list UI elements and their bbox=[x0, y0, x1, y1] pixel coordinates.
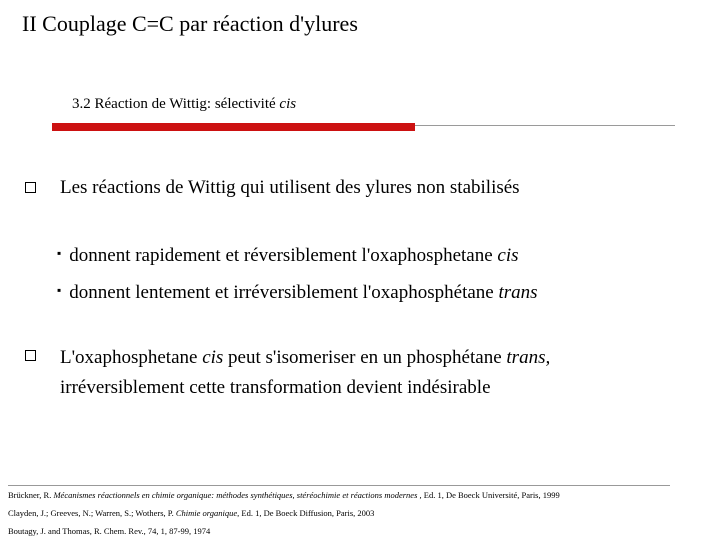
point-1: Les réactions de Wittig qui utilisent des ylures non stabilisés bbox=[60, 177, 520, 198]
subtitle-text: 3.2 Réaction de Wittig: sélectivité bbox=[72, 96, 280, 112]
accent-bar bbox=[52, 123, 415, 131]
checkbox-icon bbox=[25, 350, 36, 361]
reference-2-authors: Clayden, J.; Greeves, N.; Warren, S.; Wothers, P. bbox=[8, 508, 176, 518]
point-2-line-2: irréversiblement cette transformation devient indésirable bbox=[60, 377, 491, 398]
point-2-line-1 bbox=[60, 345, 550, 371]
sub-bullet-1-text: donnent rapidement et réversiblement l'oxaphosphetane bbox=[69, 245, 498, 266]
checkbox-icon bbox=[25, 182, 36, 193]
reference-2 bbox=[8, 507, 374, 519]
point-2-text-b: peut s'isomeriser en un phosphétane bbox=[223, 347, 507, 368]
sub-bullet-2-text: donnent lentement et irréversiblement l'oxaphosphétane bbox=[69, 282, 499, 303]
sub-bullet-2-italic: trans bbox=[498, 282, 538, 303]
section-subtitle bbox=[72, 94, 296, 114]
reference-1 bbox=[8, 489, 560, 501]
square-bullet-icon: ▪ bbox=[57, 283, 62, 297]
reference-1-authors: Brückner, R. bbox=[8, 490, 54, 500]
slide-title: II Couplage C=C par réaction d'ylures bbox=[22, 11, 358, 36]
sub-bullet-1 bbox=[57, 243, 519, 270]
sub-bullet-1-italic: cis bbox=[497, 245, 519, 266]
point-2-italic-b: trans, bbox=[506, 347, 551, 368]
subtitle-italic: cis bbox=[279, 96, 297, 112]
reference-1-details: , Ed. 1, De Boeck Université, Paris, 1999 bbox=[417, 490, 560, 500]
reference-2-title: Chimie organique bbox=[175, 508, 238, 518]
point-2-text-a: L'oxaphosphetane bbox=[60, 347, 203, 368]
sub-bullet-2 bbox=[57, 280, 538, 307]
references-divider bbox=[8, 485, 670, 486]
reference-1-title: Mécanismes réactionnels en chimie organique: méthodes synthétiques, stéréochimie et réactions modernes bbox=[53, 490, 418, 500]
point-2-italic-a: cis bbox=[202, 347, 224, 368]
reference-2-details: , Ed. 1, De Boeck Diffusion, Paris, 2003 bbox=[237, 508, 375, 518]
square-bullet-icon: ▪ bbox=[57, 246, 62, 260]
reference-3: Boutagy, J. and Thomas, R. Chem. Rev., 74, 1, 87-99, 1974 bbox=[8, 526, 211, 536]
